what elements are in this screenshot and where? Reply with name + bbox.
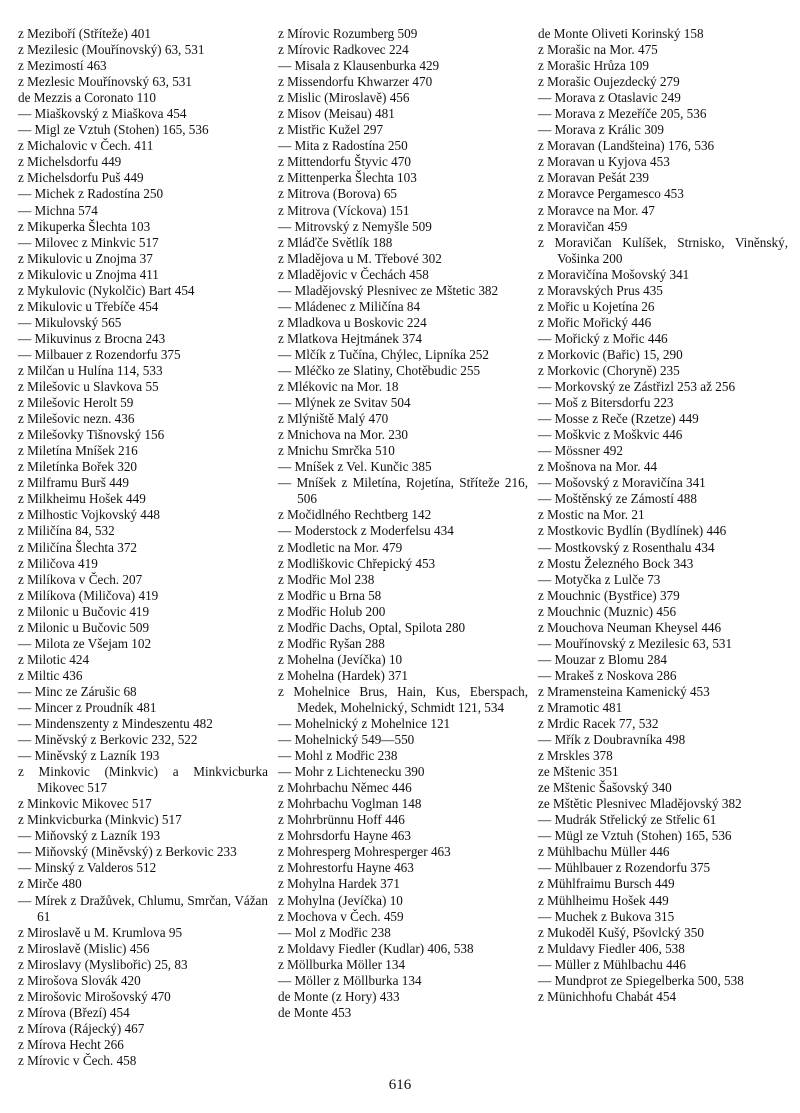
index-entry: — Mohelnický z Mohelnice 121 [278,716,451,732]
index-entry: z Mikulovic u Třebíče 454 [18,298,159,314]
index-entry: — Mügl ze Vztuh (Stohen) 165, 536 [538,828,732,844]
index-entry: z Morašic Hrůza 109 [538,58,649,74]
index-entry: z Mistřic Kužel 297 [278,122,384,138]
page-number: 616 [388,1077,412,1093]
index-entry: z Morkovic (Choryně) 235 [538,362,680,378]
index-entry: z Mohrbachu Voglman 148 [278,796,422,812]
index-entry: — Mládenec z Miličína 84 [278,298,421,314]
index-entry: z Mošnova na Mor. 44 [538,459,658,475]
index-entry: — Mundprot ze Spiegelberka 500, 538 [538,972,744,988]
index-entry: z Mochova v Čech. 459 [278,908,404,924]
index-entry: — Mřík z Doubravníka 498 [538,732,686,748]
index-entry: — Mírek z Dražůvek, Chlumu, Smrčan, Vážan 61 [18,892,268,924]
index-entry: z Mohrsdorfu Hayne 463 [278,828,411,844]
index-entry: — Muchek z Bukova 315 [538,908,675,924]
index-entry: — Milota ze Všejam 102 [18,635,152,651]
index-entry: z Moravičan 459 [538,218,628,234]
index-entry: — Möller z Möllburka 134 [278,972,422,988]
index-entry: z Mladějova u M. Třebové 302 [278,250,442,266]
index-entry: z Mittendorfu Štyvic 470 [278,154,411,170]
index-entry: z Milonic u Bučovic 509 [18,619,150,635]
index-entry: — Misala z Klausenburka 429 [278,58,440,74]
index-entry: z Mohrbrünnu Hoff 446 [278,812,405,828]
index-entry: z Milotic 424 [18,651,90,667]
index-entry: z Milkheimu Hošek 449 [18,491,146,507]
index-entry: z Milešovic nezn. 436 [18,411,135,427]
index-entry: z Moravan (Landšteina) 176, 536 [538,138,715,154]
index-entry: z Modřic Mol 238 [278,571,375,587]
index-entry: z Miroslavě (Mislic) 456 [18,940,150,956]
index-entry: z Mnichu Smrčka 510 [278,443,395,459]
index-entry: z Moravských Prus 435 [538,282,663,298]
index-entry: z Mouchnic (Bystřice) 379 [538,587,680,603]
index-entry: z Mostu Železného Bock 343 [538,555,694,571]
index-entry: — Mincer z Proudník 481 [18,699,157,715]
index-entry: — Motyčka z Lulče 73 [538,571,661,587]
index-entry: — Mössner 492 [538,443,623,459]
index-entry: — Mohelnický 549—550 [278,732,415,748]
index-entry: z Moravan Pešát 239 [538,170,649,186]
index-entry: z Modřic u Brna 58 [278,587,382,603]
index-entry: — Mouřínovský z Mezilesic 63, 531 [538,635,733,651]
index-entry: z Mlýniště Malý 470 [278,411,389,427]
index-entry: z Mnichova na Mor. 230 [278,427,409,443]
index-entry: z Modliškovic Chřepický 453 [278,555,436,571]
index-entry: z Morašic na Mor. 475 [538,42,658,58]
index-entry: z Mirošova Slovák 420 [18,972,141,988]
index-column-1 [18,26,268,1069]
index-entry: z Moravičína Mošovský 341 [538,266,690,282]
index-entry: — Mlýnek ze Svitav 504 [278,395,411,411]
index-entry: — Mohl z Modřic 238 [278,748,398,764]
index-entry: — Mlčík z Tučína, Chýlec, Lipníka 252 [278,346,489,362]
index-entry: — Morava z Mezeříče 205, 536 [538,106,707,122]
index-entry: ze Mštětic Plesnivec Mladějovský 382 [538,796,742,812]
index-entry: — Minský z Valderos 512 [18,860,157,876]
index-entry: z Modřic Ryšan 288 [278,635,385,651]
index-entry: — Mostkovský z Rosenthalu 434 [538,539,715,555]
index-entry: z Mezimostí 463 [18,58,107,74]
index-entry: — Mléčko ze Slatiny, Chotěbudic 255 [278,362,481,378]
index-entry: z Misov (Meisau) 481 [278,106,395,122]
index-entry: — Mühlbauer z Rozendorfu 375 [538,860,711,876]
index-entry: z Mohylna (Jevíčka) 10 [278,892,403,908]
index-entry: — Morava z Otaslavic 249 [538,90,681,106]
index-entry: — Mouzar z Blomu 284 [538,651,667,667]
index-entry: — Moštěnský ze Zámostí 488 [538,491,697,507]
index-entry: z Mohrbachu Němec 446 [278,780,412,796]
index-entry: z Mikulovic u Znojma 37 [18,250,153,266]
index-entry: z Minkvicburka (Minkvic) 517 [18,812,182,828]
index-entry: z Minkovic (Minkvic) a Minkvicburka Mikovec 517 [18,764,268,796]
index-entry: z Mohresperg Mohresperger 463 [278,844,451,860]
index-entry: — Miňovský z Lazník 193 [18,828,161,844]
index-entry: — Migl ze Vztuh (Stohen) 165, 536 [18,122,209,138]
index-entry: z Morkovic (Bařic) 15, 290 [538,346,683,362]
index-entry: — Morava z Králic 309 [538,122,664,138]
index-entry: z Mislic (Miroslavě) 456 [278,90,410,106]
index-entry: z Milíkova v Čech. 207 [18,571,143,587]
index-entry: z Mühlheimu Hošek 449 [538,892,669,908]
index-entry: z Miltic 436 [18,667,83,683]
index-entry: — Milbauer z Rozendorfu 375 [18,346,181,362]
index-entry: z Mladějovic v Čechách 458 [278,266,429,282]
index-entry: z Milíkova (Miličova) 419 [18,587,159,603]
index-entry: z Modřic Holub 200 [278,603,386,619]
index-entry: — Moderstock z Moderfelsu 434 [278,523,454,539]
index-entry: z Möllburka Möller 134 [278,956,406,972]
index-entry: z Mrdic Racek 77, 532 [538,716,659,732]
index-column-3 [538,26,788,1005]
index-entry: z Michalovic v Čech. 411 [18,138,154,154]
index-entry: z Milčan u Hulína 114, 533 [18,362,163,378]
index-entry: z Mírova Hecht 266 [18,1036,124,1052]
index-entry: ze Mštenic 351 [538,764,619,780]
index-entry: — Miněvský z Berkovic 232, 522 [18,732,198,748]
index-entry: — Morkovský ze Zástřizl 253 až 256 [538,379,736,395]
index-entry: z Mírova (Březí) 454 [18,1004,130,1020]
index-entry: — Miněvský z Lazník 193 [18,748,160,764]
index-entry: — Mořický z Mořic 446 [538,330,668,346]
index-entry: — Mosse z Reče (Rzetze) 449 [538,411,699,427]
index-entry: — Mrakeš z Noskova 286 [538,667,677,683]
index-entry: z Mohelna (Hardek) 371 [278,667,408,683]
index-entry: z Mitrova (Borova) 65 [278,186,398,202]
index-entry: — Milovec z Minkvic 517 [18,234,159,250]
index-entry: z Miroslavě u M. Krumlova 95 [18,924,183,940]
index-entry: z Michelsdorfu Puš 449 [18,170,144,186]
index-entry: — Mladějovský Plesnivec ze Mštetic 382 [278,282,499,298]
index-entry: ze Mštenic Šašovský 340 [538,780,672,796]
index-entry: z Mlékovic na Mor. 18 [278,379,399,395]
index-entry: z Mladkova u Boskovic 224 [278,314,427,330]
index-entry: z Mírova (Rájecký) 467 [18,1020,145,1036]
index-entry: z Mezilesic (Mouřínovský) 63, 531 [18,42,205,58]
index-entry: z Milešovic Herolt 59 [18,395,134,411]
index-entry: z Močidlného Rechtberg 142 [278,507,432,523]
index-entry: z Mostic na Mor. 21 [538,507,645,523]
index-entry: z Moravce na Mor. 47 [538,202,655,218]
index-entry: z Mohrestorfu Hayne 463 [278,860,414,876]
index-entry: z Modřic Dachs, Optal, Spilota 280 [278,619,466,635]
index-entry: z Moravce Pergamesco 453 [538,186,684,202]
index-entry: z Mořic Mořický 446 [538,314,652,330]
index-entry: — Miaškovský z Miaškova 454 [18,106,187,122]
index-entry: z Mitrova (Víckova) 151 [278,202,410,218]
index-entry: — Mohr z Lichtenecku 390 [278,764,425,780]
index-entry: z Milešovic u Slavkova 55 [18,379,159,395]
index-entry: z Miletína Mníšek 216 [18,443,138,459]
index-entry: — Mníšek z Vel. Kunčic 385 [278,459,432,475]
index-entry: z Milešovky Tišnovský 156 [18,427,165,443]
index-entry: z Moravičan Kulíšek, Strnisko, Viněnský, Vošinka 200 [538,234,788,266]
index-entry: — Mudrák Střelický ze Střelic 61 [538,812,717,828]
index-entry: z Mírovic Radkovec 224 [278,42,409,58]
index-entry: z Miličína Šlechta 372 [18,539,138,555]
index-entry: — Mol z Modřic 238 [278,924,391,940]
index-entry: z Michelsdorfu 449 [18,154,122,170]
index-entry: z Mírovic Rozumberg 509 [278,26,418,41]
index-column-2 [278,26,528,1021]
index-entry: z Mostkovic Bydlín (Bydlínek) 446 [538,523,727,539]
index-entry: z Mlatkova Hejtmánek 374 [278,330,422,346]
index-entry: — Michna 574 [18,202,98,218]
index-entry: z Mirče 480 [18,876,82,892]
index-entry: z Modletic na Mor. 479 [278,539,403,555]
index-entry: — Moš z Bitersdorfu 223 [538,395,674,411]
index-entry: — Müller z Mühlbachu 446 [538,956,686,972]
index-entry: z Mykulovic (Nykolčic) Bart 454 [18,282,195,298]
index-entry: z Mikuperka Šlechta 103 [18,218,151,234]
index-entry: z Mořic u Kojetína 26 [538,298,655,314]
index-entry: z Moldavy Fiedler (Kudlar) 406, 538 [278,940,474,956]
index-entry: z Mohylna Hardek 371 [278,876,400,892]
index-entry: z Mramotic 481 [538,699,623,715]
index-entry: z Mühlfraimu Bursch 449 [538,876,675,892]
index-entry: — Mošovský z Moravičína 341 [538,475,706,491]
index-entry: — Mitrovský z Nemyšle 509 [278,218,432,234]
index-entry: z Morašic Oujezdecký 279 [538,74,680,90]
index-entry: z Milonic u Bučovic 419 [18,603,150,619]
index-entry: z Muldavy Fiedler 406, 538 [538,940,685,956]
index-entry: z Miletínka Bořek 320 [18,459,138,475]
index-entry: — Mikulovský 565 [18,314,122,330]
index-entry: — Mindenszenty z Mindeszentu 482 [18,716,213,732]
index-entry: z Mittenperka Šlechta 103 [278,170,417,186]
index-entry: z Mramensteina Kamenický 453 [538,683,710,699]
index-entry: z Mohelna (Jevíčka) 10 [278,651,403,667]
index-entry: z Mezlesic Mouřínovský 63, 531 [18,74,192,90]
index-entry: z Mrskles 378 [538,748,613,764]
index-entry: z Minkovic Mikovec 517 [18,796,152,812]
index-entry: — Mikuvinus z Brocna 243 [18,330,166,346]
index-entry: z Mikulovic u Znojma 411 [18,266,159,282]
index-entry: z Moravan u Kyjova 453 [538,154,670,170]
index-entry: z Milframu Burš 449 [18,475,129,491]
index-entry: z Münichhofu Chabát 454 [538,988,677,1004]
index-entry: de Monte 453 [278,1004,352,1020]
index-entry: — Minc ze Zárušic 68 [18,683,137,699]
index-entry: — Moškvic z Moškvic 446 [538,427,683,443]
index-entry: — Michek z Radostína 250 [18,186,164,202]
index-entry: z Mohelnice Brus, Hain, Kus, Eberspach, Medek, Mohelnický, Schmidt 121, 534 [278,683,528,715]
index-entry: — Miňovský (Miněvský) z Berkovic 233 [18,844,237,860]
index-entry: z Mláďče Světlík 188 [278,234,393,250]
index-entry: z Meziboří (Stříteže) 401 [18,26,151,41]
index-entry: z Milhostic Vojkovský 448 [18,507,161,523]
index-entry: z Mouchova Neuman Kheysel 446 [538,619,722,635]
index-entry: z Miličova 419 [18,555,98,571]
index-entry: z Miroslavy (Myslibořic) 25, 83 [18,956,188,972]
index-entry: de Mezzis a Coronato 110 [18,90,156,106]
index-entry: z Miličína 84, 532 [18,523,115,539]
index-entry: de Monte (z Hory) 433 [278,988,400,1004]
index-entry: z Mírovic v Čech. 458 [18,1053,137,1068]
index-entry: z Mouchnic (Muznic) 456 [538,603,677,619]
index-entry: z Missendorfu Khwarzer 470 [278,74,433,90]
index-entry: de Monte Oliveti Korinský 158 [538,26,704,41]
index-entry: z Mühlbachu Müller 446 [538,844,670,860]
index-entry: — Mníšek z Miletína, Rojetína, Stříteže 216, 506 [278,475,528,507]
index-entry: z Mirošovic Mirošovský 470 [18,988,171,1004]
index-entry: z Mukoděl Kušý, Pšovlcký 350 [538,924,704,940]
index-entry: — Mita z Radostína 250 [278,138,408,154]
